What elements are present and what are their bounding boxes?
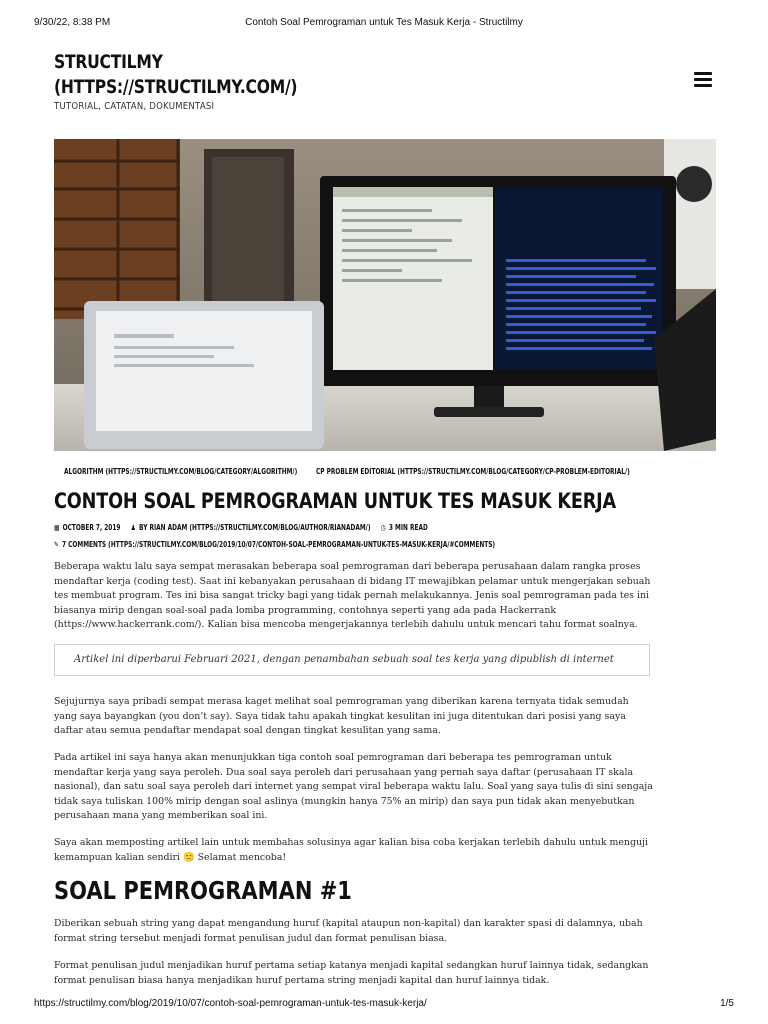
post-date: OCTOBER 7, 2019: [62, 523, 121, 532]
category-link-cp-problem-editorial[interactable]: CP PROBLEM EDITORIAL (HTTPS://STRUCTILMY.COM/BLOG/CATEGORY/CP-PROBLEM-EDITORIAL/): [316, 467, 630, 476]
paragraph-3: Pada artikel ini saya hanya akan menunjukkan tiga contoh soal pemrograman dari beberapa tes pemrograman untuk mendaftar kerja yang saya peroleh. Dua soal saya peroleh dari perusahaan yang pernah saya daftar (perusahaan IT skala nasional), dan satu soal saya peroleh dari internet yang sempat viral beberapa waktu lalu. Soal yang saya tulis di sini sengaja tidak saya tuliskan 100% mirip dengan soal aslinya (mungkin hanya 75% an mirip) dan saya pun tidak akan menyebutkan perusahaan mana yang memberikan soal ini.: [54, 752, 653, 822]
paragraph-intro: Beberapa waktu lalu saya sempat merasakan beberapa soal pemrograman dari beberapa perusahaan dalam rangka proses mendaftar kerja (coding test). Saat ini kebanyakan perusahaan di bidang IT mewajibkan pelamar untuk mengerjakan sebuah tes membuat program. Tes ini bisa sangat tricky bagi yang tidak pernah melakukannya. Jenis soal pemrograman pada tes ini biasanya mirip dengan soal-soal pada lomba programming, contohnya seperti yang ada pada Hackerrank (https://www.hackerrank.com/). Kalian bisa mencoba mengerjakannya terlebih dahulu untuk mencari tahu format soalnya.: [54, 561, 651, 631]
print-footer: [0, 994, 768, 1024]
paragraph-4: Saya akan memposting artikel lain untuk membahas solusinya agar kalian bisa coba kerjakan terlebih dahulu untuk menguji kemampuan kalian sendiri 🙂 Selamat mencoba!: [54, 837, 648, 863]
hamburger-menu-icon[interactable]: [694, 72, 712, 88]
print-page-number: 1/5: [720, 998, 734, 1009]
update-note-box: [54, 644, 650, 676]
post-author-link[interactable]: BY RIAN ADAM (HTTPS://STRUCTILMY.COM/BLOG/AUTHOR/RIANADAM/): [139, 523, 371, 532]
post-meta-row: [54, 523, 428, 532]
paragraph-5: Diberikan sebuah string yang dapat mengandung huruf (kapital ataupun non-kapital) dan karakter spasi di dalamnya, ubah format string tersebut menjadi format penulisan judul dan format penulisan biasa.: [54, 918, 643, 944]
print-url: https://structilmy.com/blog/2019/10/07/contoh-soal-pemrograman-untuk-tes-masuk-kerja/: [34, 998, 427, 1009]
print-page-title: Contoh Soal Pemrograman untuk Tes Masuk Kerja - Structilmy: [245, 17, 523, 28]
post-comments-link[interactable]: 7 COMMENTS (HTTPS://STRUCTILMY.COM/BLOG/2019/10/07/CONTOH-SOAL-PEMROGRAMAN-UNTUK-TES-MASUK-KERJA/#COMMENTS): [62, 540, 496, 549]
print-header: [0, 0, 768, 30]
post-title: CONTOH SOAL PEMROGRAMAN UNTUK TES MASUK KERJA: [54, 489, 617, 513]
category-link-algorithm[interactable]: ALGORITHM (HTTPS://STRUCTILMY.COM/BLOG/CATEGORY/ALGORITHM/): [64, 467, 298, 476]
site-title-link[interactable]: [54, 50, 300, 100]
user-icon: ♟: [130, 523, 136, 532]
post-comments-row: [54, 540, 495, 549]
post-read-time: 3 MIN READ: [388, 523, 428, 532]
clock-icon: ◷: [380, 523, 386, 532]
paragraph-6: Format penulisan judul menjadikan huruf pertama setiap katanya menjadi kapital sedangkan huruf lainnya tidak, sedangkan format penulisan biasa hanya menjadikan huruf pertama string menjadi kapital dan huruf lainnya tidak.: [54, 960, 649, 986]
section-heading: SOAL PEMROGRAMAN #1: [54, 876, 352, 905]
paragraph-2: Sejujurnya saya pribadi sempat merasa kaget melihat soal pemrograman yang diberikan karena ternyata tidak semudah yang saya bayangkan (you don’t say). Saya tidak tahu apakah tingkat kesulitan ini juga ditentukan dari posisi yang saya daftar atau semua pendaftar mendapat soal dengan tingkat kesulitan yang sama.: [54, 696, 629, 737]
update-note-text: Artikel ini diperbarui Februari 2021, dengan penambahan sebuah soal tes kerja yang dipublish di internet: [74, 654, 614, 665]
comments-icon: ✎: [54, 540, 59, 549]
site-title-line1: STRUCTILMY: [54, 51, 163, 73]
calendar-icon: ▦: [54, 523, 60, 532]
site-tagline: TUTORIAL, CATATAN, DOKUMENTASI: [54, 101, 215, 112]
print-date: 9/30/22, 8:38 PM: [34, 17, 111, 28]
desk-photo: [54, 139, 716, 451]
site-title-line2: (HTTPS://STRUCTILMY.COM/): [54, 76, 298, 98]
featured-image: [54, 139, 716, 451]
